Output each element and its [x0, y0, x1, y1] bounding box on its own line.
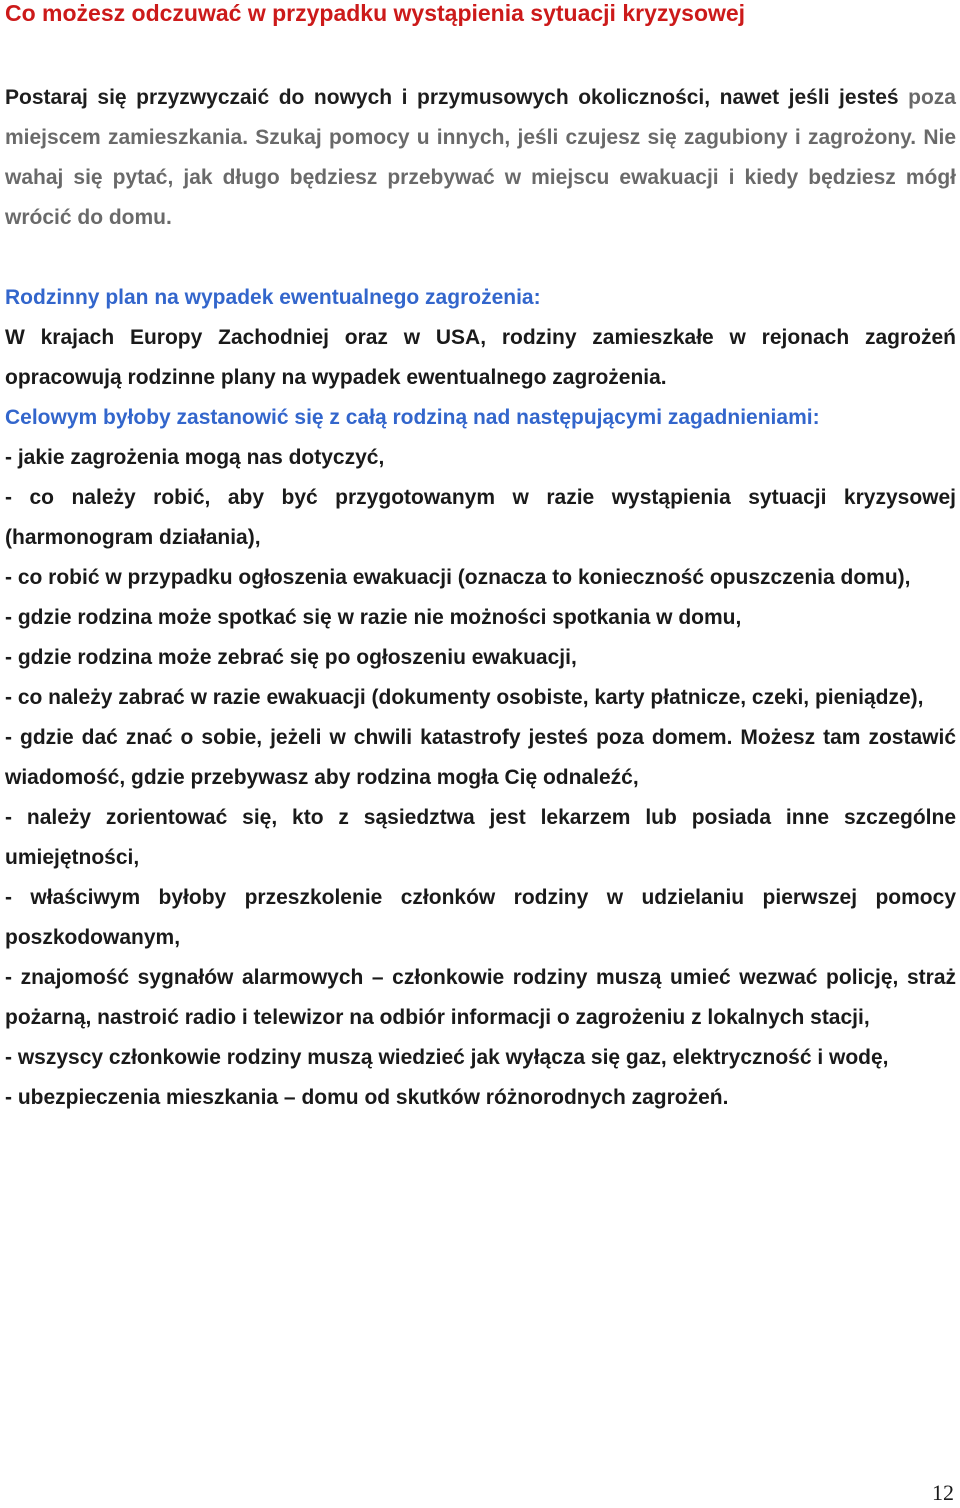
list-item: - ubezpieczenia mieszkania – domu od skutków różnorodnych zagrożeń.	[5, 1086, 729, 1109]
considerations-heading: Celowym byłoby zastanowić się z całą rodziną nad następującymi zagadnieniami:	[5, 406, 820, 429]
list-item: - znajomość sygnałów alarmowych – członkowie rodziny muszą umieć wezwać policję, straż pożarną, nastroić radio i telewizor na odbiór informacji o zagrożeniu z lokalnych stacji,	[5, 966, 956, 1029]
intro-rest: poza miejscem zamieszkania. Szukaj pomocy u innych, jeśli czujesz się zagubiony i zagrożony. Nie wahaj się pytać, jak długo będziesz przebywać w miejscu ewakuacji i kiedy będziesz mógł wrócić do domu.	[5, 86, 956, 229]
list-item: - właściwym byłoby przeszkolenie członków rodziny w udzielaniu pierwszej pomocy poszkodowanym,	[5, 886, 956, 949]
list-item: - jakie zagrożenia mogą nas dotyczyć,	[5, 446, 385, 469]
list-item: - co należy zabrać w razie ewakuacji (dokumenty osobiste, karty płatnicze, czeki, pieniądze),	[5, 686, 924, 709]
list-item: - wszyscy członkowie rodziny muszą wiedzieć jak wyłącza się gaz, elektryczność i wodę,	[5, 1046, 889, 1069]
considerations-list	[5, 438, 956, 1118]
list-item: - gdzie rodzina może spotkać się w razie nie możności spotkania w domu,	[5, 606, 742, 629]
list-item: - co robić w przypadku ogłoszenia ewakuacji (oznacza to konieczność opuszczenia domu),	[5, 566, 911, 589]
list-item: - co należy robić, aby być przygotowanym w razie wystąpienia sytuacji kryzysowej (harmonogram działania),	[5, 486, 956, 549]
family-plan-text: W krajach Europy Zachodniej oraz w USA, rodziny zamieszkałe w rejonach zagrożeń opracowują rodzinne plany na wypadek ewentualnego zagrożenia.	[5, 326, 956, 389]
document-page	[5, 0, 956, 1118]
intro-first-line: Postaraj się przyzwyczaić do nowych i przymusowych okoliczności, nawet jeśli jesteś	[5, 86, 899, 109]
list-item: - gdzie rodzina może zebrać się po ogłoszeniu ewakuacji,	[5, 646, 577, 669]
intro-paragraph	[5, 78, 956, 238]
family-plan-heading: Rodzinny plan na wypadek ewentualnego zagrożenia:	[5, 286, 541, 309]
list-item: - gdzie dać znać o sobie, jeżeli w chwili katastrofy jesteś poza domem. Możesz tam zostawić wiadomość, gdzie przebywasz aby rodzina mogła Cię odnaleźć,	[5, 726, 956, 789]
page-number: 12	[932, 1480, 954, 1505]
list-item: - należy zorientować się, kto z sąsiedztwa jest lekarzem lub posiada inne szczególne umiejętności,	[5, 806, 956, 869]
page-title: Co możesz odczuwać w przypadku wystąpienia sytuacji kryzysowej	[5, 0, 746, 26]
